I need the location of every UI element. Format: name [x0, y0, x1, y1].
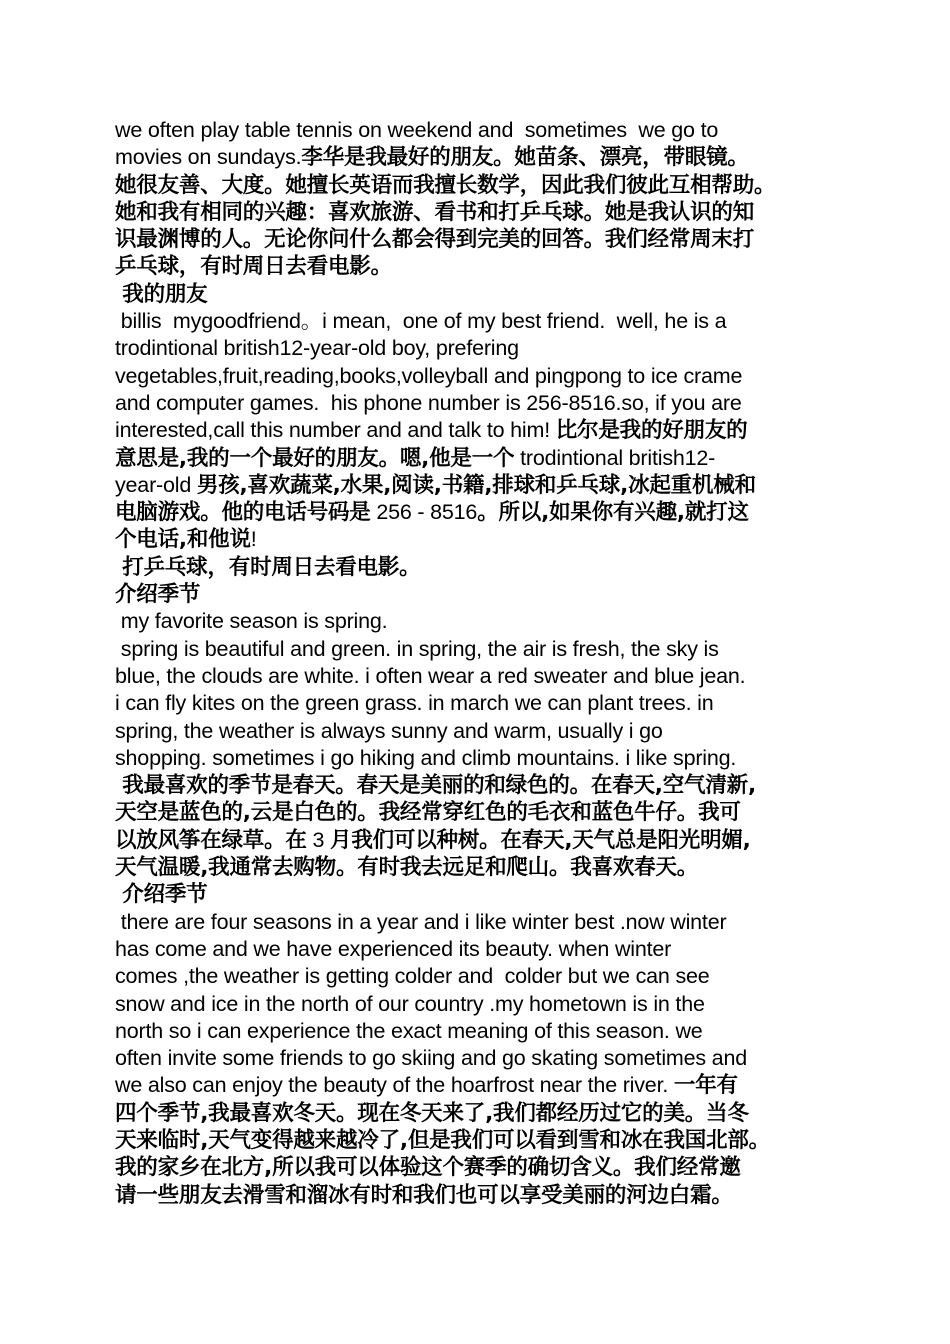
text-line: [115, 581, 845, 608]
text-line: [115, 1182, 845, 1209]
chinese-text-run: 天来临时,天气变得越来越冷了,但是我们可以看到雪和冰在我国北部。: [115, 1127, 770, 1153]
chinese-text-run: 以放风筝在绿草。在: [115, 827, 307, 853]
document-body: [115, 117, 845, 1209]
text-line: [115, 554, 845, 581]
chinese-text-run: 乒乓球，有时周日去看电影。: [115, 254, 392, 280]
chinese-text-run: 。所以,如果你有兴趣,就打这: [477, 500, 749, 526]
chinese-text-run: 个电话,和他说: [115, 527, 251, 553]
english-text-run: trodintional british12-: [514, 445, 716, 470]
chinese-text-run: 我最喜欢的季节是春天。春天是美丽的和绿色的。在春天,空气清新,: [115, 773, 756, 799]
text-line: [115, 1154, 845, 1181]
chinese-text-run: 我的家乡在北方,所以我可以体验这个赛季的确切含义。我们经常邀: [115, 1155, 741, 1181]
english-text-run: year-old: [115, 472, 197, 497]
english-text-run: 256 - 8516: [370, 500, 478, 525]
english-text-run: my favorite season is spring.: [115, 609, 388, 634]
english-text-run: spring, the weather is always sunny and warm, usually i go: [115, 718, 663, 743]
english-text-run: 3: [306, 827, 331, 852]
text-line: [115, 636, 845, 663]
text-line: [115, 499, 845, 526]
english-text-run: shopping. sometimes i go hiking and climb mountains. i like spring.: [115, 745, 737, 770]
text-line: [115, 1018, 845, 1045]
english-text-run: there are four seasons in a year and i like winter best .now winter: [115, 909, 727, 934]
text-line: [115, 253, 845, 280]
english-text-run: interested,call this number and and talk to him!: [115, 418, 556, 443]
text-line: [115, 936, 845, 963]
chinese-text-run: 天空是蓝色的,云是白色的。我经常穿红色的毛衣和蓝色牛仔。我可: [115, 800, 741, 826]
text-line: [115, 772, 845, 799]
text-line: [115, 363, 845, 390]
english-text-run: we also can enjoy the beauty of the hoarfrost near the river.: [115, 1073, 674, 1098]
english-text-run: billis mygoodfriend。i mean, one of my best friend. well, he is a: [115, 309, 727, 334]
chinese-text-run: 比尔是我的好朋友的: [555, 418, 748, 444]
text-line: [115, 417, 845, 444]
text-line: [115, 991, 845, 1018]
chinese-text-run: 天气温暖,我通常去购物。有时我去远足和爬山。我喜欢春天。: [115, 855, 699, 881]
english-text-run: blue, the clouds are white. i often wear a red sweater and blue jean.: [115, 663, 746, 688]
chinese-text-run: 识最渊博的人。无论你问什么都会得到完美的回答。我们经常周末打: [115, 227, 755, 253]
english-text-run: comes ,the weather is getting colder and colder but we can see: [115, 964, 710, 989]
text-line: [115, 281, 845, 308]
chinese-text-run: 一年有: [673, 1073, 738, 1099]
chinese-text-run: 电脑游戏。他的电话号码是: [115, 500, 371, 526]
text-line: [115, 827, 845, 854]
chinese-text-run: 四个季节,我最喜欢冬天。现在冬天来了,我们都经历过它的美。当冬: [115, 1100, 749, 1126]
chinese-text-run: 介绍季节: [115, 582, 201, 608]
english-text-run: has come and we have experienced its beauty. when winter: [115, 936, 672, 961]
english-text-run: spring is beautiful and green. in spring, the air is fresh, the sky is: [115, 636, 719, 661]
text-line: [115, 799, 845, 826]
text-line: [115, 718, 845, 745]
english-text-run: !: [250, 527, 257, 552]
english-text-run: north so i can experience the exact meaning of this season. we: [115, 1018, 703, 1043]
chinese-text-run: 我的朋友: [115, 281, 208, 307]
text-line: [115, 445, 845, 472]
english-text-run: snow and ice in the north of our country .my hometown is in the: [115, 991, 705, 1016]
text-line: [115, 390, 845, 417]
chinese-text-run: 她和我有相同的兴趣：喜欢旅游、看书和打乒乓球。她是我认识的知: [115, 199, 755, 225]
english-text-run: movies on sundays.: [115, 145, 302, 170]
chinese-text-run: 她很友善、大度。她擅长英语而我擅长数学，因此我们彼此互相帮助。: [115, 172, 776, 198]
english-text-run: and computer games. his phone number is 256-8516.so, if you are: [115, 390, 742, 415]
chinese-text-run: 介绍季节: [115, 882, 208, 908]
text-line: [115, 881, 845, 908]
chinese-text-run: 意思是,我的一个最好的朋友。嗯,他是一个: [115, 445, 515, 471]
text-line: [115, 963, 845, 990]
chinese-text-run: 月我们可以种树。在春天,天气总是阳光明媚,: [330, 827, 751, 853]
text-line: [115, 1072, 845, 1099]
text-line: [115, 472, 845, 499]
text-line: [115, 663, 845, 690]
text-line: [115, 226, 845, 253]
chinese-text-run: 李华是我最好的朋友。她苗条、漂亮，带眼镜。: [301, 145, 749, 171]
text-line: [115, 199, 845, 226]
text-line: [115, 172, 845, 199]
english-text-run: trodintional british12-year-old boy, prefering: [115, 336, 519, 361]
text-line: [115, 608, 845, 635]
chinese-text-run: 男孩,喜欢蔬菜,水果,阅读,书籍,排球和乒乓球,冰起重机械和: [196, 472, 756, 498]
text-line: [115, 690, 845, 717]
text-line: [115, 526, 845, 553]
text-line: [115, 854, 845, 881]
chinese-text-run: 打乒乓球，有时周日去看电影。: [115, 554, 421, 580]
chinese-text-run: 请一些朋友去滑雪和溜冰有时和我们也可以享受美丽的河边白霜。: [115, 1182, 733, 1208]
text-line: [115, 1100, 845, 1127]
text-line: [115, 117, 845, 144]
english-text-run: we often play table tennis on weekend and sometimes we go to: [115, 118, 719, 142]
text-line: [115, 1127, 845, 1154]
english-text-run: i can fly kites on the green grass. in march we can plant trees. in: [115, 691, 714, 716]
text-line: [115, 335, 845, 362]
english-text-run: vegetables,fruit,reading,books,volleyball and pingpong to ice crame: [115, 363, 743, 388]
text-line: [115, 1045, 845, 1072]
text-line: [115, 745, 845, 772]
text-line: [115, 144, 845, 171]
english-text-run: often invite some friends to go skiing and go skating sometimes and: [115, 1046, 747, 1071]
text-line: [115, 308, 845, 335]
text-line: [115, 909, 845, 936]
